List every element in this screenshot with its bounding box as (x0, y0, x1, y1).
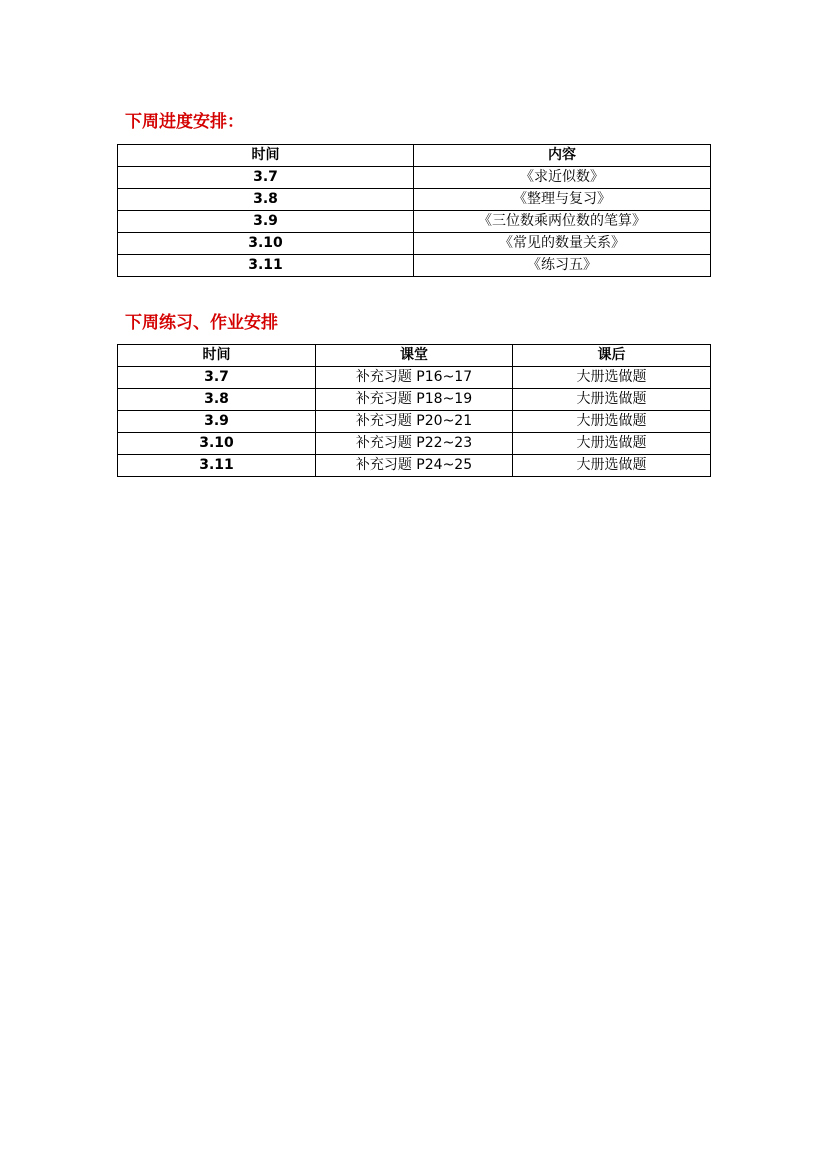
homework-cell: 大册选做题 (513, 455, 711, 477)
classwork-cell: 补充习题 P18~19 (316, 389, 513, 411)
content-cell: 《整理与复习》 (414, 189, 711, 211)
classwork-cell: 补充习题 P20~21 (316, 411, 513, 433)
time-cell: 3.10 (118, 233, 414, 255)
table-header-row (118, 345, 711, 367)
table-row (118, 367, 711, 389)
time-cell: 3.7 (118, 367, 316, 389)
table-row (118, 189, 711, 211)
table-row (118, 233, 711, 255)
column-header-time: 时间 (118, 145, 414, 167)
time-cell: 3.11 (118, 255, 414, 277)
time-cell: 3.7 (118, 167, 414, 189)
homework-cell: 大册选做题 (513, 433, 711, 455)
time-cell: 3.9 (118, 211, 414, 233)
content-cell: 《三位数乘两位数的笔算》 (414, 211, 711, 233)
classwork-cell: 补充习题 P22~23 (316, 433, 513, 455)
time-cell: 3.8 (118, 389, 316, 411)
schedule-section-title: 下周进度安排： (125, 112, 244, 132)
table-row (118, 167, 711, 189)
column-header-homework: 课后 (513, 345, 711, 367)
table-row (118, 433, 711, 455)
table-row (118, 211, 711, 233)
table-row (118, 411, 711, 433)
table-row (118, 255, 711, 277)
time-cell: 3.11 (118, 455, 316, 477)
homework-section-title: 下周练习、作业安排 (125, 313, 278, 333)
homework-cell: 大册选做题 (513, 367, 711, 389)
homework-cell: 大册选做题 (513, 411, 711, 433)
column-header-time: 时间 (118, 345, 316, 367)
progress-schedule-table (117, 144, 711, 277)
homework-schedule-table (117, 344, 711, 477)
content-cell: 《常见的数量关系》 (414, 233, 711, 255)
column-header-classwork: 课堂 (316, 345, 513, 367)
content-cell: 《求近似数》 (414, 167, 711, 189)
classwork-cell: 补充习题 P24~25 (316, 455, 513, 477)
content-cell: 《练习五》 (414, 255, 711, 277)
classwork-cell: 补充习题 P16~17 (316, 367, 513, 389)
homework-cell: 大册选做题 (513, 389, 711, 411)
column-header-content: 内容 (414, 145, 711, 167)
time-cell: 3.9 (118, 411, 316, 433)
table-row (118, 389, 711, 411)
time-cell: 3.10 (118, 433, 316, 455)
table-row (118, 455, 711, 477)
table-header-row (118, 145, 711, 167)
time-cell: 3.8 (118, 189, 414, 211)
